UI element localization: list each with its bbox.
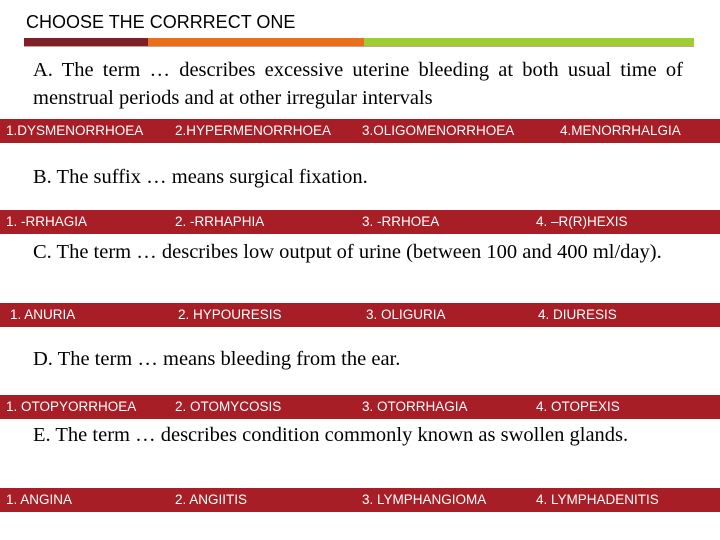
question-c: C. The term … describes low output of urine (between 100 and 400 ml/day). (33, 241, 662, 263)
question-e: E. The term … describes condition commonly known as swollen glands. (33, 424, 629, 446)
option-e1[interactable]: 1. ANGINA (6, 492, 73, 507)
answer-bar-a (0, 119, 720, 143)
option-e3[interactable]: 3. LYMPHANGIOMA (362, 492, 487, 507)
option-e2[interactable]: 2. ANGIITIS (175, 492, 248, 507)
option-c4[interactable]: 4. DIURESIS (538, 307, 617, 322)
option-a3[interactable]: 3.OLIGOMENORRHOEA (362, 123, 515, 138)
option-b2[interactable]: 2. -RRHAPHIA (175, 214, 265, 229)
option-a2[interactable]: 2.HYPERMENORRHOEA (175, 123, 332, 138)
option-c1[interactable]: 1. ANURIA (10, 307, 76, 322)
option-b4[interactable]: 4. –R(R)HEXIS (536, 214, 628, 229)
option-a1[interactable]: 1.DYSMENORRHOEA (6, 123, 144, 138)
page-title: CHOOSE THE CORRRECT ONE (26, 12, 296, 32)
option-b1[interactable]: 1. -RRHAGIA (6, 214, 88, 229)
option-b3[interactable]: 3. -RRHOEA (362, 214, 440, 229)
answer-bar-d (0, 395, 720, 419)
option-d3[interactable]: 3. OTORRHAGIA (362, 399, 468, 414)
accent-divider (24, 46, 694, 47)
option-d1[interactable]: 1. OTOPYORRHOEA (6, 399, 137, 414)
option-d2[interactable]: 2. OTOMYCOSIS (175, 399, 282, 414)
question-d: D. The term … means bleeding from the ear. (33, 348, 401, 370)
option-e4[interactable]: 4. LYMPHADENITIS (536, 492, 659, 507)
option-a4[interactable]: 4.MENORRHALGIA (560, 123, 681, 138)
answer-bar-c (0, 303, 720, 327)
option-c2[interactable]: 2. HYPOURESIS (178, 307, 282, 322)
question-b: B. The suffix … means surgical fixation. (33, 166, 368, 188)
option-d4[interactable]: 4. OTOPEXIS (536, 399, 620, 414)
answer-bar-b (0, 210, 720, 234)
option-c3[interactable]: 3. OLIGURIA (366, 307, 446, 322)
question-a: A. The term … describes excessive uterine bleeding at both usual time of menstrual periods and at other irregular intervals (33, 59, 683, 109)
answer-bar-e (0, 488, 720, 512)
